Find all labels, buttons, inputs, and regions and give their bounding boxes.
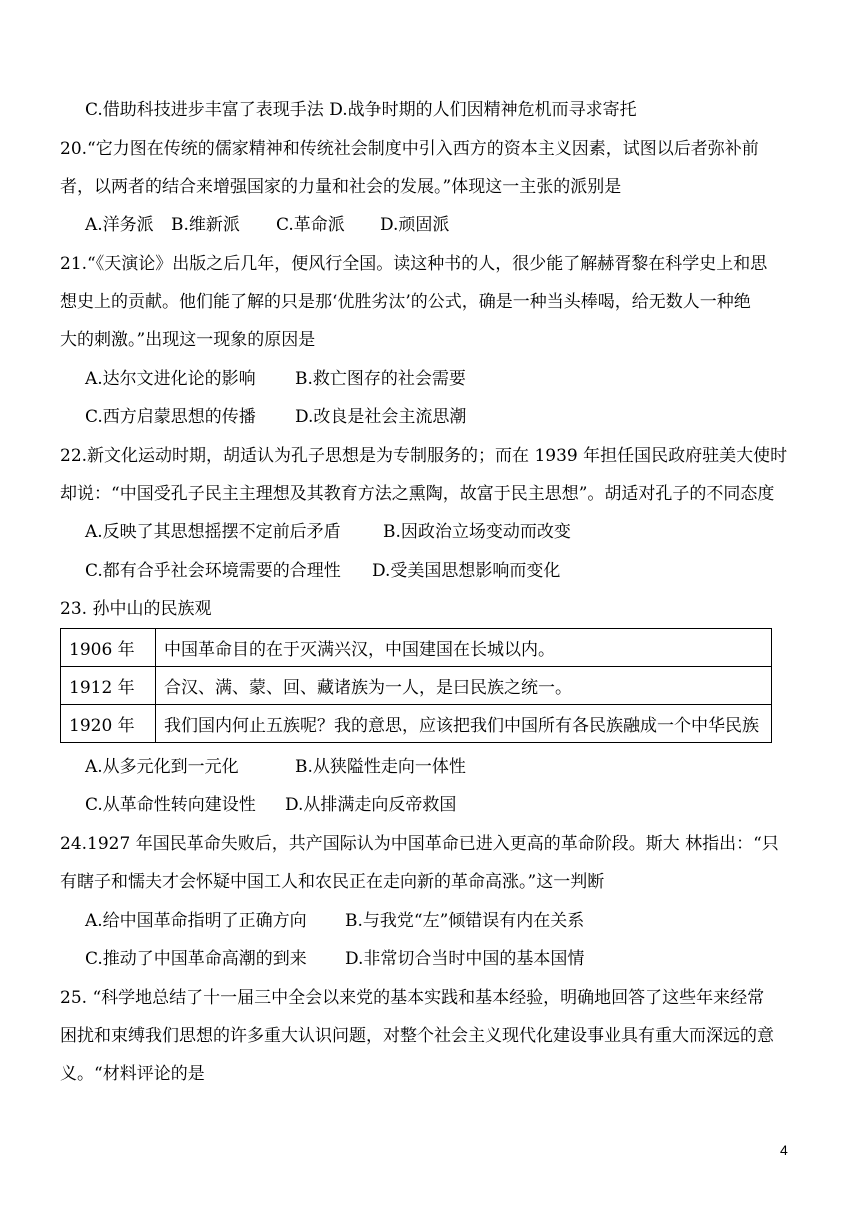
- q23-title: 23. 孙中山的民族观: [60, 599, 212, 619]
- q22-stem-line-1: 22.新文化运动时期，胡适认为孔子思想是为专制服务的；而在 1939 年担任国民政府驻美大使时: [60, 446, 788, 466]
- q20-stem-line-1: 20.“它力图在传统的儒家精神和传统社会制度中引入西方的资本主义因素，试图以后者弥补前: [60, 139, 759, 159]
- q20-stem-line-2: 者，以两者的结合来增强国家的力量和社会的发展。”体现这一主张的派别是: [60, 177, 622, 197]
- q20-option-c: C.革命派: [276, 215, 345, 235]
- q23-options-row-1: [85, 756, 466, 778]
- q20-option-d: D.顽固派: [380, 215, 450, 235]
- table-row: [61, 629, 772, 667]
- q20-options: [85, 214, 449, 236]
- q20-option-a: A.洋务派: [85, 215, 154, 235]
- page-number: 4: [780, 1142, 788, 1158]
- q21-options-row-1: [85, 368, 466, 390]
- q23-options-row-2: [85, 794, 456, 816]
- q20-option-b: B.维新派: [171, 215, 240, 235]
- table-row: [61, 667, 772, 705]
- q22-option-a: A.反映了其思想摇摆不定前后矛盾: [85, 522, 341, 542]
- table-cell-year: 1912 年: [61, 667, 156, 705]
- q24-stem-line-2: 有瞎子和懦夫才会怀疑中国工人和农民正在走向新的革命高涨。”这一判断: [60, 872, 605, 892]
- q24-options-row-2: [85, 948, 584, 970]
- q24-options-row-1: [85, 910, 584, 932]
- q22-option-b: B.因政治立场变动而改变: [383, 522, 571, 542]
- q24-option-d: D.非常切合当时中国的基本国情: [345, 949, 585, 969]
- table-cell-year: 1906 年: [61, 629, 156, 667]
- q24-option-c: C.推动了中国革命高潮的到来: [85, 949, 307, 969]
- q25-stem-line-1: 25. “科学地总结了十一届三中全会以来党的基本实践和基本经验，明确地回答了这些年来经常: [60, 988, 765, 1008]
- q23-option-a: A.从多元化到一元化: [85, 757, 239, 777]
- table-cell-text: 中国革命目的在于灭满兴汉，中国建国在长城以内。: [156, 629, 772, 667]
- table-cell-text: 我们国内何止五族呢？我的意思，应该把我们中国所有各民族融成一个中华民族: [156, 705, 772, 743]
- table-cell-year: 1920 年: [61, 705, 156, 743]
- q21-stem-line-2: 想史上的贡献。他们能了解的只是那‘优胜劣汰’的公式，确是一种当头棒喝，给无数人一种绝: [60, 292, 751, 312]
- q23-option-b: B.从狭隘性走向一体性: [295, 757, 466, 777]
- q25-stem-line-3: 义。“材料评论的是: [60, 1064, 205, 1084]
- q21-option-a: A.达尔文进化论的影响: [85, 369, 256, 389]
- q21-options-row-2: [85, 406, 466, 428]
- table-row: [61, 705, 772, 743]
- q22-options-row-1: [85, 521, 571, 543]
- q22-options-row-2: [85, 560, 560, 582]
- q25-stem-line-2: 困扰和束缚我们思想的许多重大认识问题，对整个社会主义现代化建设事业具有重大而深远的意: [60, 1026, 774, 1046]
- q21-stem-line-1: 21.“《天演论》出版之后几年，便风行全国。读这种书的人，很少能了解赫胥黎在科学史上和思: [60, 254, 768, 274]
- q21-option-c: C.西方启蒙思想的传播: [85, 407, 256, 427]
- q21-option-b: B.救亡图存的社会需要: [295, 369, 466, 389]
- q23-nationality-table: [60, 628, 772, 743]
- q23-option-d: D.从排满走向反帝救国: [285, 795, 457, 815]
- table-cell-text: 合汉、满、蒙、回、藏诸族为一人，是曰民族之统一。: [156, 667, 772, 705]
- q22-option-c: C.都有合乎社会环境需要的合理性: [85, 561, 341, 581]
- q22-stem-line-2: 却说：“中国受孔子民主主理想及其教育方法之熏陶，故富于民主思想”。胡适对孔子的不同态度: [60, 484, 775, 504]
- q21-stem-line-3: 大的刺激。”出现这一现象的原因是: [60, 330, 316, 350]
- q24-option-a: A.给中国革命指明了正确方向: [85, 911, 307, 931]
- q24-option-b: B.与我党“左”倾错误有内在关系: [345, 911, 585, 931]
- q21-option-d: D.改良是社会主流思潮: [295, 407, 467, 427]
- q23-option-c: C.从革命性转向建设性: [85, 795, 256, 815]
- q24-stem-line-1: 24.1927 年国民革命失败后，共产国际认为中国革命已进入更高的革命阶段。斯大 林指出：“只: [60, 834, 779, 854]
- q19-options-line: C.借助科技进步丰富了表现手法 D.战争时期的人们因精神危机而寻求寄托: [85, 100, 637, 120]
- q22-option-d: D.受美国思想影响而变化: [372, 561, 561, 581]
